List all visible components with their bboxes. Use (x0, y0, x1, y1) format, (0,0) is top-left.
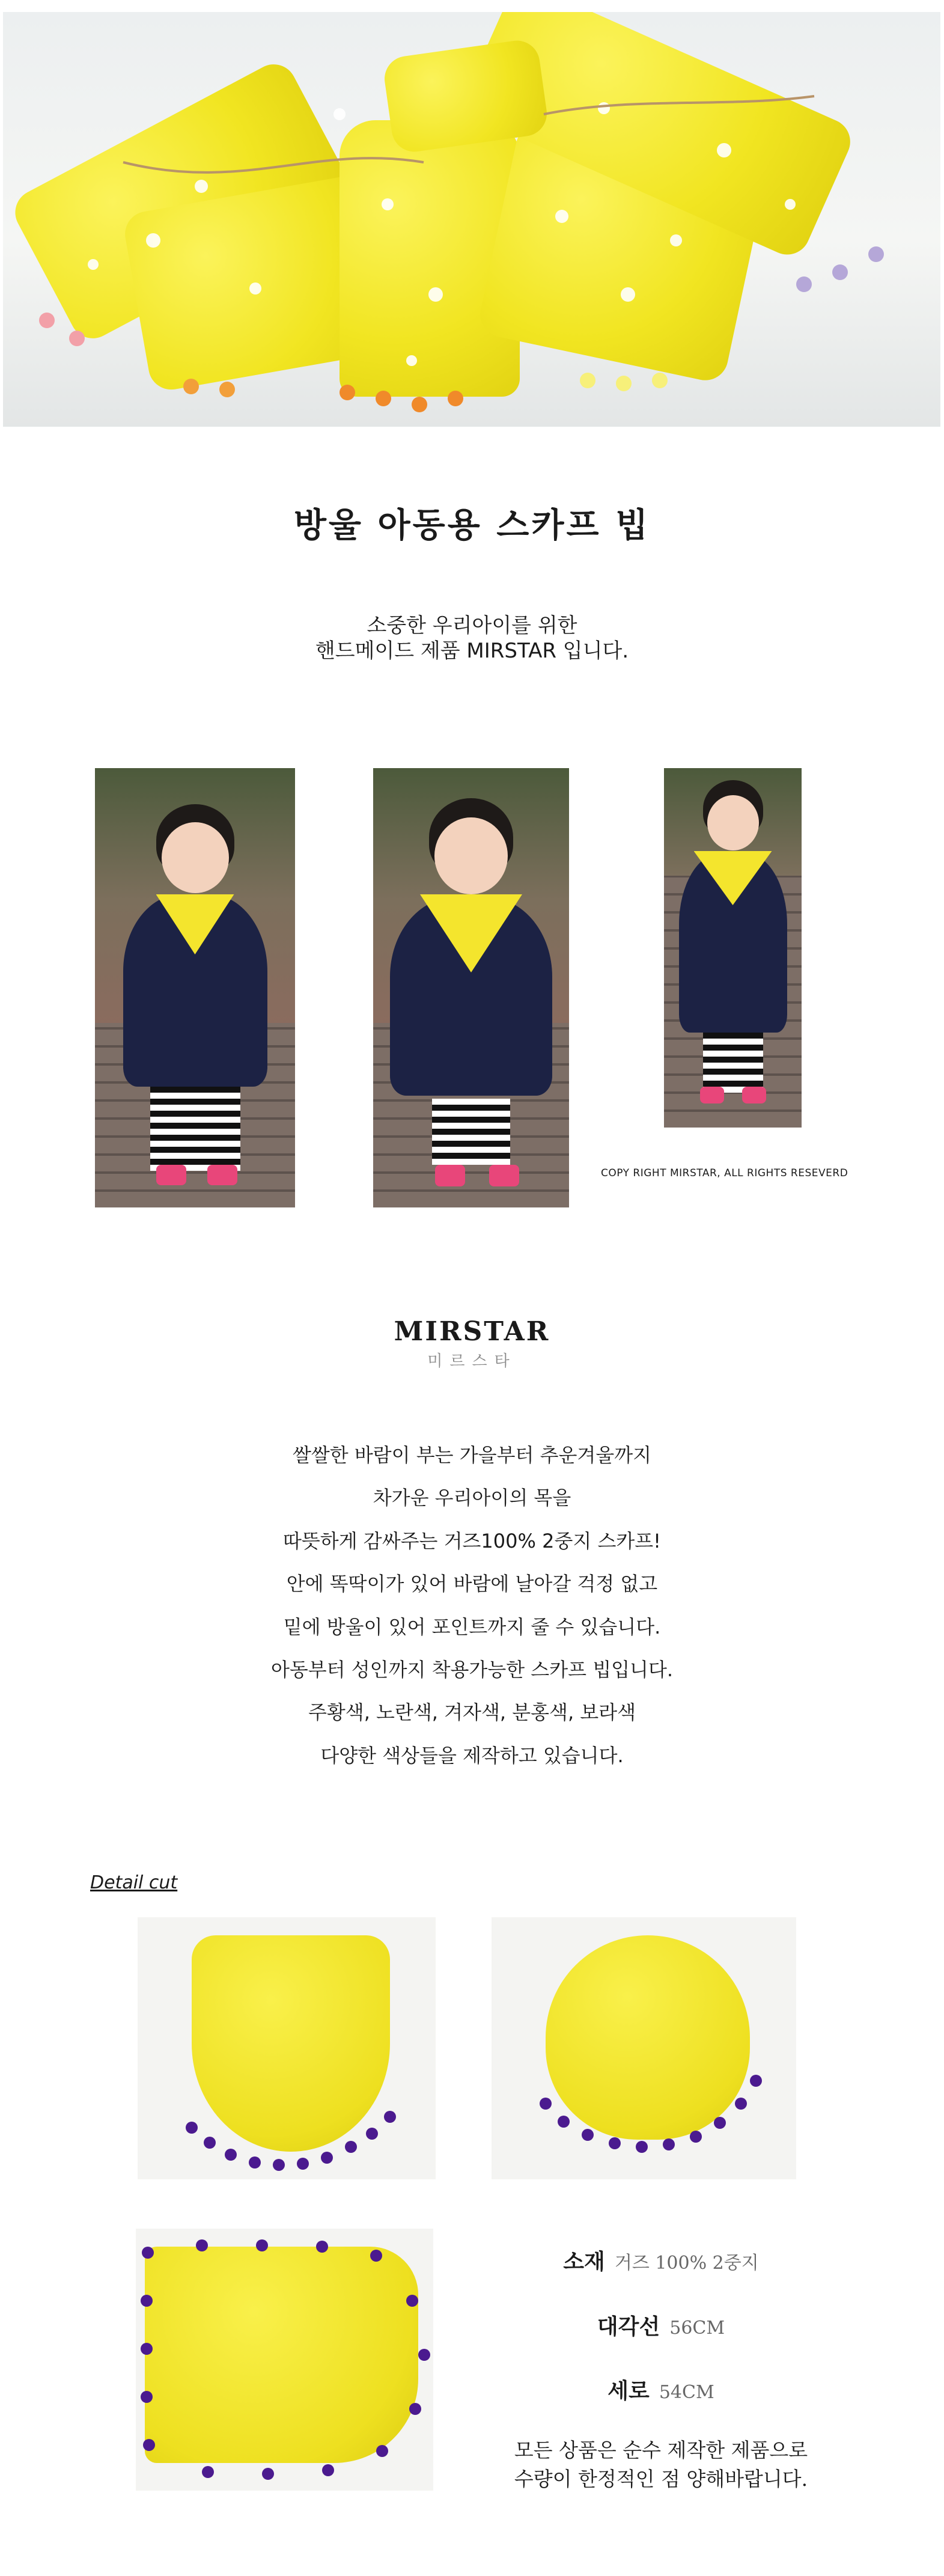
brand-logo: MIRSTAR (394, 1316, 550, 1347)
product-description (0, 1434, 944, 1777)
model-photo-2 (373, 768, 569, 1207)
limited-quantity-notice (469, 2436, 853, 2494)
description-line: 다양한 색상들을 제작하고 있습니다. (320, 1744, 624, 1767)
product-title: 방울 아동용 스카프 빕 (293, 506, 651, 545)
subtitle-line: 소중한 우리아이를 위한 (367, 614, 577, 638)
spec-diagonal (469, 2310, 853, 2340)
description-line: 아동부터 성인까지 착용가능한 스카프 빕입니다. (270, 1658, 674, 1681)
description-line: 주황색, 노란색, 겨자색, 분홍색, 보라색 (308, 1701, 636, 1724)
copyright-notice: COPY RIGHT MIRSTAR, ALL RIGHTS RESEVERD (601, 1167, 848, 1179)
description-line: 따뜻하게 감싸주는 거즈100% 2중지 스카프! (282, 1529, 662, 1552)
notice-line: 수량이 한정적인 점 양해바랍니다. (514, 2467, 808, 2491)
spec-key: 대각선 (597, 2315, 660, 2339)
spec-key: 세로 (608, 2379, 650, 2404)
description-line: 안에 똑딱이가 있어 바람에 날아갈 걱정 없고 (286, 1572, 658, 1596)
spec-value: 거즈 100% 2중지 (614, 2253, 759, 2274)
brand-logo-korean: 미르스타 (427, 1352, 517, 1370)
model-photo-3 (664, 768, 802, 1128)
description-line: 차가운 우리아이의 목을 (373, 1486, 571, 1510)
spec-value: 56CM (669, 2318, 725, 2339)
spec-height (469, 2374, 853, 2405)
description-line: 밑에 방울이 있어 포인트까지 줄 수 있습니다. (283, 1615, 661, 1638)
spec-value: 54CM (659, 2382, 714, 2403)
model-photo-1 (95, 768, 295, 1207)
notice-line: 모든 상품은 순수 제작한 제품으로 (514, 2438, 808, 2462)
description-line: 쌀쌀한 바람이 부는 가을부터 추운겨울까지 (292, 1444, 652, 1467)
subtitle-line: 핸드메이드 제품 MIRSTAR 입니다. (315, 639, 629, 663)
hero-product-photo (3, 12, 940, 427)
spec-material (469, 2245, 853, 2275)
detail-photo-1 (138, 1917, 436, 2179)
detail-cut-label: Detail cut (90, 1872, 178, 1893)
detail-photo-3 (136, 2229, 433, 2491)
spec-key: 소재 (563, 2250, 605, 2274)
detail-photo-2 (492, 1917, 796, 2179)
product-subtitle (0, 613, 944, 664)
